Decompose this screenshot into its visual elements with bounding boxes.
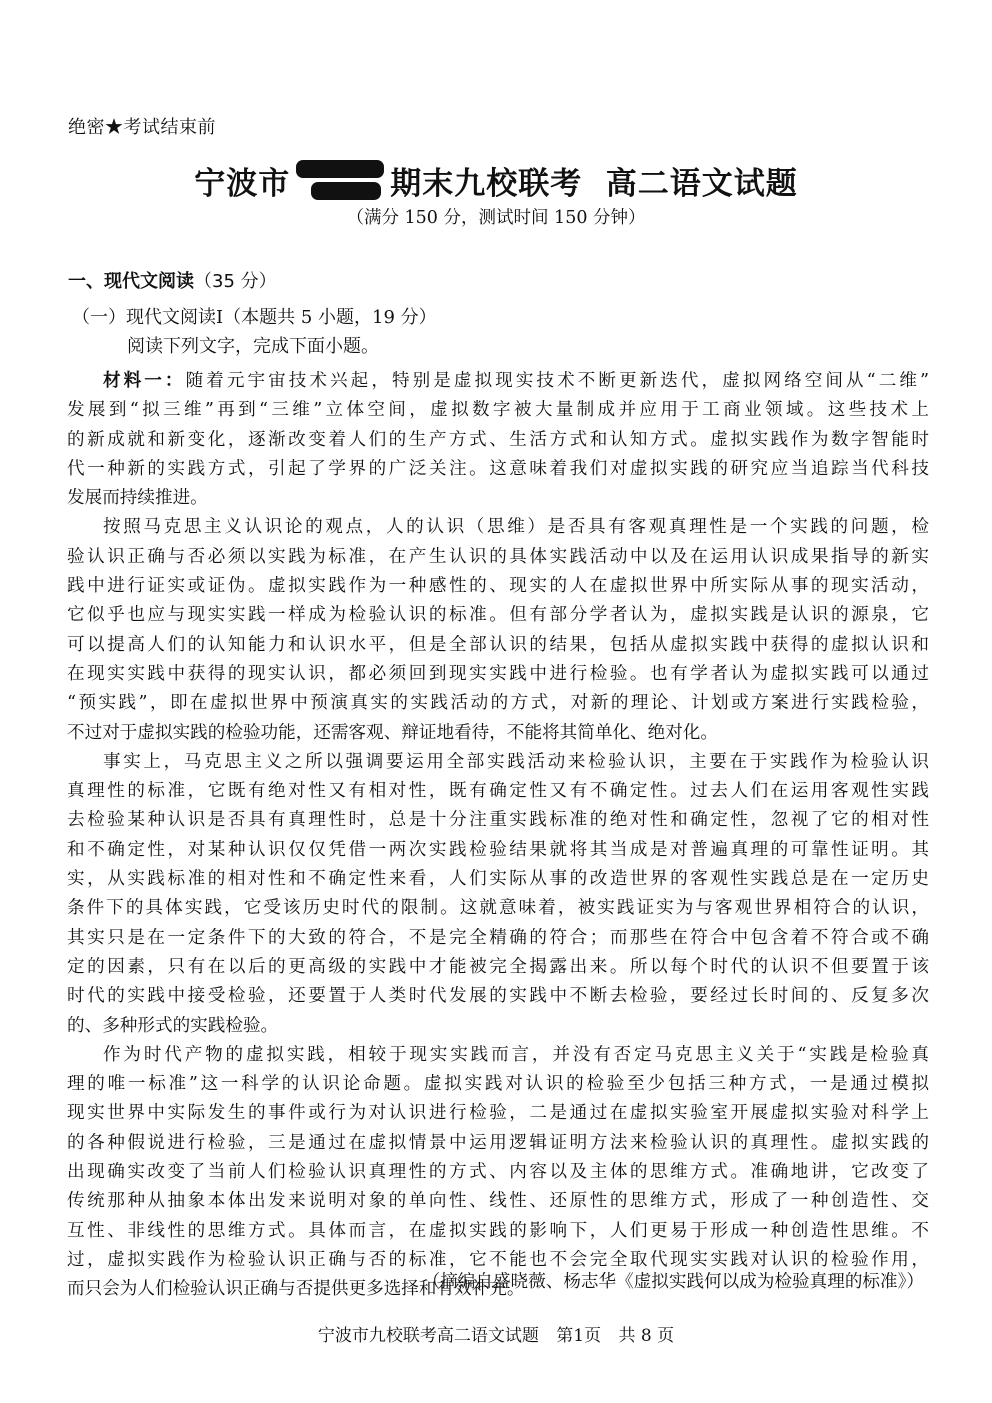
line-text: 条件下的具体实践，它受该历史时代的限制。这就意味着，被实践证实为与客观世界相符合的认识， xyxy=(67,898,929,919)
redaction-stroke xyxy=(311,182,381,200)
line-text: 践中进行证实或证伪。虚拟实践作为一种感性的、现实的人在虚拟世界中所实际从事的现实活动， xyxy=(67,576,929,597)
exam-subtitle: （满分 150 分，测试时间 150 分钟） xyxy=(346,208,646,228)
line-text: 的、多种形式的实践检验。 xyxy=(67,1015,279,1036)
line-text: 互性、非线性的思维方式。具体而言，在虚拟实践的影响下，人们更易于形成一种创造性思维。不 xyxy=(67,1220,929,1241)
paragraph-line xyxy=(67,513,929,542)
line-text: 的新成就和新变化，逐渐改变着人们的生产方式、生活方式和认知方式。虚拟实践作为数字智能时 xyxy=(67,429,929,450)
section-heading-title: 一、现代文阅读 xyxy=(68,271,194,292)
line-text: 实，从实践标准的相对性和不确定性来看，人们实际从事的改造世界的客观性实践总是在一定历史 xyxy=(67,869,929,890)
line-text: 事实上，马克思主义之所以强调要运用全部实践活动来检验认识，主要在于实践作为检验认识 xyxy=(103,751,929,772)
paragraph-line xyxy=(67,396,929,425)
line-text: 发展到“拟三维”再到“三维”立体空间，虚拟数字被大量制成并应用于工商业领域。这些技术上 xyxy=(67,400,929,421)
material-paragraph xyxy=(67,367,929,513)
paragraph-line xyxy=(67,1217,929,1246)
paragraph-line xyxy=(67,631,929,660)
line-text: 其实只是在一定条件下的大致的符合，不是完全精确的符合；而那些在符合中包含着不符合或不确 xyxy=(67,927,929,948)
paragraph-line xyxy=(67,572,929,601)
paragraph-line xyxy=(67,924,929,953)
line-text: 去检验某种认识是否具有真理性时，总是十分注重实践标准的绝对性和确定性，忽视了它的相对性 xyxy=(67,810,929,831)
paragraph-line xyxy=(67,748,929,777)
section-heading xyxy=(68,267,277,293)
line-text: 而只会为人们检验认识正确与否提供更多选择和有效补充。 xyxy=(67,1279,525,1300)
paragraph-line xyxy=(67,806,929,835)
paragraph-line xyxy=(67,1158,929,1187)
footer-total-pages: 共 8 页 xyxy=(618,1326,675,1346)
paragraph-line xyxy=(67,719,929,748)
paragraph-line xyxy=(67,777,929,806)
paragraph-line xyxy=(67,455,929,484)
paragraph-line xyxy=(67,543,929,572)
material-paragraph xyxy=(67,748,929,1041)
paragraph-line xyxy=(67,1041,929,1070)
line-text: 它似乎也应与现实实践一样成为检验认识的标准。但有部分学者认为，虚拟实践是认识的源泉，它 xyxy=(67,605,929,626)
line-text: 时代的实践中接受检验，还要置于人类时代发展的实践中不断去检验，要经过长时间的、反复多次 xyxy=(67,986,929,1007)
paragraph-line xyxy=(67,894,929,923)
paragraph-line xyxy=(67,982,929,1011)
line-text: 代一种新的实践方式，引起了学界的广泛关注。这意味着我们对虚拟实践的研究应当追踪当代科技 xyxy=(67,458,929,479)
material-citation: （摘编自盛晓薇、杨志华《虚拟实践何以成为检验真理的标准》） xyxy=(422,1272,924,1292)
material-paragraph xyxy=(67,513,929,747)
line-text: 真理性的标准，它既有绝对性又有相对性，既有确定性又有不确定性。过去人们在运用客观性实践 xyxy=(67,781,929,802)
line-text: 不过对于虚拟实践的检验功能，还需客观、辩证地看待，不能将其简单化、绝对化。 xyxy=(67,722,718,743)
line-text: 在现实实践中获得的现实认识，都必须回到现实实践中进行检验。也有学者认为虚拟实践可以通过 xyxy=(67,663,929,684)
page-footer xyxy=(0,1321,992,1346)
line-text: 发展而持续推进。 xyxy=(67,488,208,509)
line-text: 过，虚拟实践作为检验认识正确与否的标准，它不能也不会完全取代现实实践对认识的检验作用， xyxy=(67,1249,929,1270)
paragraph-line xyxy=(67,1187,929,1216)
confidential-label: 绝密★考试结束前 xyxy=(68,117,216,138)
redaction-scribble xyxy=(294,153,386,207)
exam-title xyxy=(0,150,992,210)
line-text: 传统那种从抽象本体出发来说明对象的单向性、线性、还原性的思维方式，形成了一种创造性、交 xyxy=(67,1191,929,1212)
line-text: 的各种假说进行检验，三是通过在虚拟情景中运用逻辑证明方法来检验认识的真理性。虚拟实践的 xyxy=(67,1132,929,1153)
paragraph-line xyxy=(67,865,929,894)
paragraph-line xyxy=(67,484,929,513)
redaction-stroke xyxy=(296,160,384,178)
material-body xyxy=(67,367,929,1305)
line-text: 随着元宇宙技术兴起，特别是虚拟现实技术不断更新迭代，虚拟网络空间从“二维” xyxy=(185,371,929,391)
line-text: 作为时代产物的虚拟实践，相较于现实实践而言，并没有否定马克思主义关于“实践是检验真 xyxy=(103,1044,929,1065)
line-text: 验认识正确与否必须以实践为标准，在产生认识的具体实践活动中以及在运用认识成果指导的新实 xyxy=(67,546,929,567)
paragraph-line xyxy=(67,1012,929,1041)
line-text: 和不确定性，对某种认识仅仅凭借一两次实践检验结果就将其当成是对普遍真理的可靠性证明。其 xyxy=(67,839,929,860)
title-city: 宁波市 xyxy=(194,165,291,202)
section-heading-points: （35 分） xyxy=(194,271,277,292)
line-text: 现实世界中实际发生的事件或行为对认识进行检验，二是通过在虚拟实验室开展虚拟实验对科学上 xyxy=(67,1103,929,1124)
paragraph-line xyxy=(67,1070,929,1099)
paragraph-line xyxy=(67,1099,929,1128)
paragraph-line xyxy=(67,367,929,396)
reading-instruction: 阅读下列文字，完成下面小题。 xyxy=(127,336,379,357)
paragraph-line xyxy=(67,1129,929,1158)
material-paragraph xyxy=(67,1041,929,1305)
title-exam-name: 期末九校联考 高二语文试题 xyxy=(390,165,798,202)
paragraph-line xyxy=(67,426,929,455)
material-label: 材料一： xyxy=(103,371,186,391)
line-text: 理的唯一标准”这一科学的认识论命题。虚拟实践对认识的检验至少包括三种方式，一是通过模拟 xyxy=(67,1074,929,1095)
line-text: 可以提高人们的认知能力和认识水平，但是全部认识的结果，包括从虚拟实践中获得的虚拟认识和 xyxy=(67,634,929,655)
paragraph-line xyxy=(67,689,929,718)
paragraph-line xyxy=(67,601,929,630)
footer-page-number: 第1页 xyxy=(556,1326,602,1346)
footer-exam-name: 宁波市九校联考高二语文试题 xyxy=(317,1326,539,1346)
line-text: 定的因素，只有在以后的更高级的实践中才能被完全揭露出来。所以每个时代的认识不但要置于该 xyxy=(67,956,929,977)
line-text: 按照马克思主义认识论的观点，人的认识（思维）是否具有客观真理性是一个实践的问题，检 xyxy=(103,517,929,538)
line-text: “预实践”，即在虚拟世界中预演真实的实践活动的方式，对新的理论、计划或方案进行实践检验， xyxy=(67,693,929,714)
line-text: 出现确实改变了当前人们检验认识真理性的方式、内容以及主体的思维方式。准确地讲，它改变了 xyxy=(67,1162,929,1183)
paragraph-line xyxy=(67,953,929,982)
paragraph-line xyxy=(67,660,929,689)
paragraph-line xyxy=(67,836,929,865)
subsection-heading: （一）现代文阅读Ⅰ（本题共 5 小题，19 分） xyxy=(72,307,437,328)
